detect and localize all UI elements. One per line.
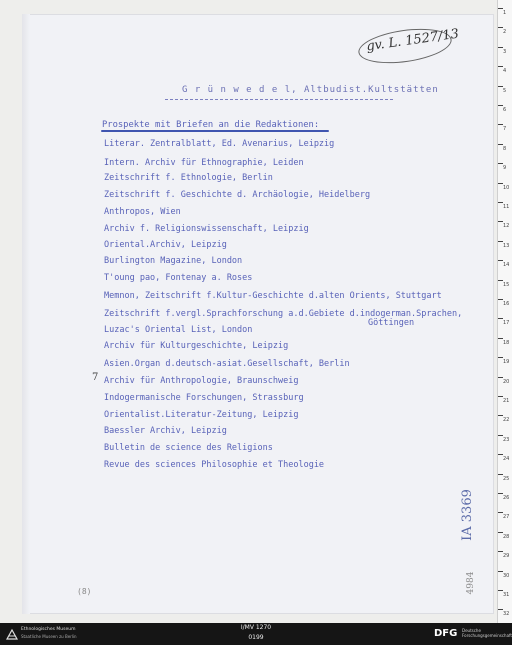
ruler-tick — [498, 260, 503, 261]
ruler-tick — [498, 357, 503, 358]
ruler-tick — [498, 590, 503, 591]
list-item: Zeitschrift f.vergl.Sprachforschung a.d.Gebiete d.indogerman.Sprachen, — [104, 309, 463, 319]
list-item: Indogermanische Forschungen, Strassburg — [104, 393, 304, 403]
heading-underline — [165, 99, 393, 100]
ruler-tick — [498, 144, 503, 145]
list-item: Intern. Archiv für Ethnographie, Leiden — [104, 158, 304, 168]
ruler-number: 17 — [503, 320, 510, 327]
ruler-number: 29 — [503, 553, 510, 560]
ruler-tick — [498, 435, 503, 436]
ruler-tick — [498, 47, 503, 48]
pencil-number — [462, 565, 484, 601]
list-item: Bulletin de science des Religions — [104, 443, 273, 453]
ruler-tick — [498, 221, 503, 222]
ruler-tick — [498, 318, 503, 319]
list-item: Literar. Zentralblatt, Ed. Avenarius, Leipzig — [104, 139, 335, 149]
ruler-number: 28 — [503, 533, 510, 540]
ruler-tick — [498, 66, 503, 67]
ruler-tick — [498, 609, 503, 610]
page-fold-shadow — [22, 14, 30, 614]
ruler-number: 31 — [503, 592, 510, 598]
ruler-number: 2 — [503, 29, 507, 36]
ruler-number: 20 — [503, 378, 510, 385]
list-item: Archiv für Anthropologie, Braunschweig — [104, 376, 299, 386]
ruler-tick — [498, 8, 503, 9]
ruler-number: 13 — [503, 242, 510, 249]
ruler-tick — [498, 571, 503, 572]
page-number: 0199 — [248, 634, 264, 641]
ruler-tick — [498, 493, 503, 494]
ruler-number: 22 — [503, 417, 510, 424]
ruler-number: 32 — [503, 611, 510, 618]
ruler-tick — [498, 105, 503, 106]
archive-stamp-text: gv. L. 1527/13 — [365, 26, 460, 55]
ruler-number: 14 — [503, 262, 510, 269]
museum-subtitle: Staatliche Museen zu Berlin — [21, 634, 77, 639]
ruler-tick — [498, 338, 503, 339]
ruler-tick — [498, 551, 503, 552]
list-item: Baessler Archiv, Leipzig — [104, 426, 227, 436]
ruler-tick — [498, 474, 503, 475]
list-item-continuation: Göttingen — [368, 318, 415, 328]
margin-mark: 7 — [92, 372, 99, 383]
ruler-number: 18 — [503, 339, 510, 346]
list-item: T'oung pao, Fontenay a. Roses — [104, 273, 253, 283]
ruler-number: 27 — [503, 514, 510, 521]
dfg-name — [462, 628, 512, 638]
ruler-tick — [498, 202, 503, 203]
ruler-number: 15 — [503, 281, 510, 288]
ruler-number: 24 — [503, 456, 510, 463]
list-item: Burlington Magazine, London — [104, 256, 243, 266]
bottom-pencil-note: (8) — [77, 587, 92, 596]
handwritten-inventory-number — [458, 470, 484, 560]
ruler-tick — [498, 27, 503, 28]
ruler-number: 5 — [503, 87, 507, 94]
dfg-name-line2: Forschungsgemeinschaft — [462, 633, 512, 638]
pencil-number-text: 4984 — [466, 571, 476, 595]
ruler-number: 4 — [503, 68, 507, 75]
ruler-number: 8 — [503, 145, 507, 152]
ruler-tick — [498, 532, 503, 533]
ruler-number: 1 — [503, 10, 507, 16]
ruler-tick — [498, 124, 503, 125]
dfg-name-line1: Deutsche — [462, 628, 481, 633]
dfg-logo: DFG — [434, 628, 458, 639]
scale-ruler — [497, 0, 512, 623]
ruler-number: 30 — [503, 572, 510, 579]
ruler-tick — [498, 280, 503, 281]
ruler-tick — [498, 163, 503, 164]
ruler-number: 19 — [503, 359, 510, 366]
ruler-number: 9 — [503, 165, 507, 172]
inventory-number: I/MV 1270 — [240, 624, 272, 631]
list-item: Memnon, Zeitschrift f.Kultur-Geschichte d.alten Orients, Stuttgart — [104, 291, 442, 301]
ruler-tick — [498, 183, 503, 184]
ruler-tick — [498, 299, 503, 300]
ruler-number: 23 — [503, 436, 510, 443]
list-item: Zeitschrift f. Geschichte d. Archäologie, Heidelberg — [104, 190, 371, 200]
list-item: Zeitschrift f. Ethnologie, Berlin — [104, 173, 273, 183]
ruler-number: 26 — [503, 495, 510, 501]
ruler-number: 10 — [503, 184, 510, 191]
list-item: Orientalist.Literatur-Zeitung, Leipzig — [104, 410, 299, 420]
list-item: Archiv f. Religionswissenschaft, Leipzig — [104, 224, 309, 234]
section-underline — [101, 130, 329, 132]
list-item: Asien.Organ d.deutsch-asiat.Gesellschaft, Berlin — [104, 359, 350, 369]
ruler-number: 7 — [503, 126, 507, 133]
list-item: Archiv für Kulturgeschichte, Leipzig — [104, 341, 289, 351]
ruler-tick — [498, 512, 503, 513]
list-item: Anthropos, Wien — [104, 207, 181, 217]
ruler-tick — [498, 415, 503, 416]
ruler-number: 12 — [503, 223, 510, 230]
ruler-tick — [498, 454, 503, 455]
list-item: Revue des sciences Philosophie et Theologie — [104, 460, 325, 470]
ruler-number: 11 — [503, 204, 510, 210]
ruler-tick — [498, 377, 503, 378]
ruler-number: 16 — [503, 301, 510, 307]
ruler-tick — [498, 396, 503, 397]
list-item: Oriental.Archiv, Leipzig — [104, 240, 227, 250]
document-heading: G r ü n w e d e l, Altbudist.Kultstätten — [182, 85, 439, 95]
ruler-number: 3 — [503, 48, 507, 55]
ruler-tick — [498, 241, 503, 242]
side-number-text: IA 3369 — [460, 489, 475, 541]
list-item: Luzac's Oriental List, London — [104, 325, 253, 335]
ruler-number: 6 — [503, 107, 507, 113]
section-title: Prospekte mit Briefen an die Redaktionen: — [102, 120, 320, 130]
ruler-number: 25 — [503, 475, 510, 482]
ruler-number: 21 — [503, 398, 510, 404]
ruler-tick — [498, 86, 503, 87]
museum-name: Ethnologisches Museum — [21, 627, 76, 632]
